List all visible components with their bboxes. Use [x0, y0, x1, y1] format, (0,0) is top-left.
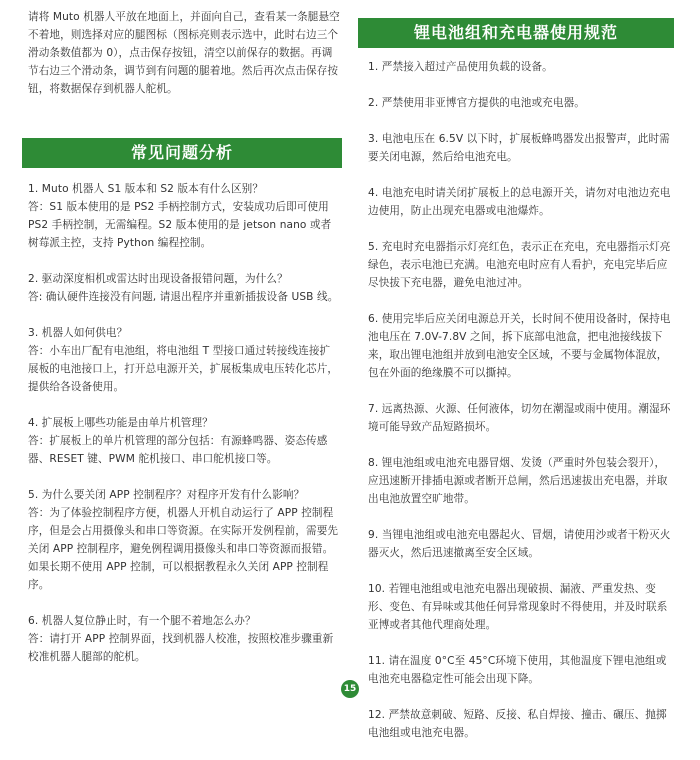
rule-item-7: 7. 远离热源、火源、任何液体，切勿在潮湿或雨中使用。潮湿环境可能导致产品短路损坏。: [368, 403, 671, 433]
calibration-instructions: 请将 Muto 机器人平放在地面上，并面向自己，查看某一条腿悬空不着地，则选择对应的腿图标（图标亮则表示选中，此时右边三个滑动条数值都为 0），点击保存按钮，清空以前保存的数据。再调节右边三个滑动条，调节到有问题的腿着地。然后再次点击保存按钮，将数据保存到机器人舵机。: [28, 11, 340, 95]
faq-item-5: 5. 为什么要关闭 APP 控制程序？对程序开发有什么影响？ 答：为了体验控制程序方便，机器人开机自动运行了 APP 控制程序，但是会占用摄像头和串口等资源。在实际开发例程前，需要先关闭 APP 控制程序，避免例程调用摄像头和串口等资源而报错。如果长期不使用 APP 控制，可以根据教程永久关闭 APP 控制程序。: [28, 489, 339, 591]
rule-item-9: 9. 当锂电池组或电池充电器起火、冒烟，请使用沙或者干粉灭火器灭火，然后迅速撤离至安全区域。: [368, 529, 671, 559]
rule-item-11: 11. 请在温度 0°C至 45°C环境下使用，其他温度下锂电池组或电池充电器稳定性可能会出现下降。: [368, 655, 667, 685]
faq-heading: 常见问题分析: [22, 138, 342, 168]
rule-item-4: 4. 电池充电时请关闭扩展板上的总电源开关，请勿对电池边充电边使用，防止出现充电器或电池爆炸。: [368, 187, 671, 217]
battery-rules-heading: 锂电池组和充电器使用规范: [358, 18, 674, 48]
rule-item-12: 12. 严禁故意刺破、短路、反接、私自焊接、撞击、碾压、抛掷电池组或电池充电器。: [368, 709, 667, 739]
faq-list: [28, 180, 340, 684]
faq-item-2: 2. 驱动深度相机或雷达时出现设备报错问题，为什么？ 答: 确认硬件连接没有问题, 请退出程序并重新插拔设备 USB 线。: [28, 273, 339, 303]
rule-item-6: 6. 使用完毕后应关闭电源总开关，长时间不使用设备时，保持电池电压在 7.0V-7.8V 之间，拆下底部电池盒，把电池接线拔下来，取出锂电池组并放到电池安全区域，不要与金属物体混放，包在外面的绝缘膜不可以撕掉。: [368, 313, 671, 379]
rule-item-5: 5. 充电时充电器指示灯亮红色，表示正在充电，充电器指示灯亮绿色，表示电池已充满。电池充电时应有人看护，充电完毕后应尽快拔下充电器，避免电池过冲。: [368, 241, 671, 289]
rule-item-1: 1. 严禁接入超过产品使用负载的设备。: [368, 61, 553, 73]
faq-item-6: 6. 机器人复位静止时，有一个腿不着地怎么办？ 答：请打开 APP 控制界面，找到机器人校准，按照校准步骤重新校准机器人腿部的舵机。: [28, 615, 334, 663]
rule-item-8: 8. 锂电池组或电池充电器冒烟、发烫（严重时外包装会裂开），应迅速断开排插电源或者断开总闸，然后迅速拔出充电器，并取出电池放置空旷地带。: [368, 457, 668, 505]
battery-rules-list: [368, 58, 674, 760]
rule-item-2: 2. 严禁使用非亚博官方提供的电池或充电器。: [368, 97, 585, 109]
page-number: 15: [341, 680, 359, 698]
rule-item-10: 10. 若锂电池组或电池充电器出现破损、漏液、严重发热、变形、变色、有异味或其他任何异常现象时不得使用，并及时联系亚博或者其他代理商处理。: [368, 583, 668, 631]
faq-item-3: 3. 机器人如何供电？ 答：小车出厂配有电池组，将电池组 T 型接口通过转接线连接扩展板的电池接口上，打开总电源开关，扩展板集成电压转化芯片，提供给各设备使用。: [28, 327, 339, 393]
faq-item-4: 4. 扩展板上哪些功能是由单片机管理？ 答：扩展板上的单片机管理的部分包括：有源蜂鸣器、姿态传感器、RESET 键、PWM 舵机接口、串口舵机接口等。: [28, 417, 328, 465]
faq-item-1: 1. Muto 机器人 S1 版本和 S2 版本有什么区别？ 答：S1 版本使用的是 PS2 手柄控制方式，安装成功后即可使用 PS2 手柄控制，无需编程。S2 版本使用的是 jetson nano 或者树莓派主控，支持 Python 编程控制。: [28, 183, 332, 249]
rule-item-3: 3. 电池电压在 6.5V 以下时，扩展板蜂鸣器发出报警声，此时需要关闭电源，然后给电池充电。: [368, 133, 670, 163]
